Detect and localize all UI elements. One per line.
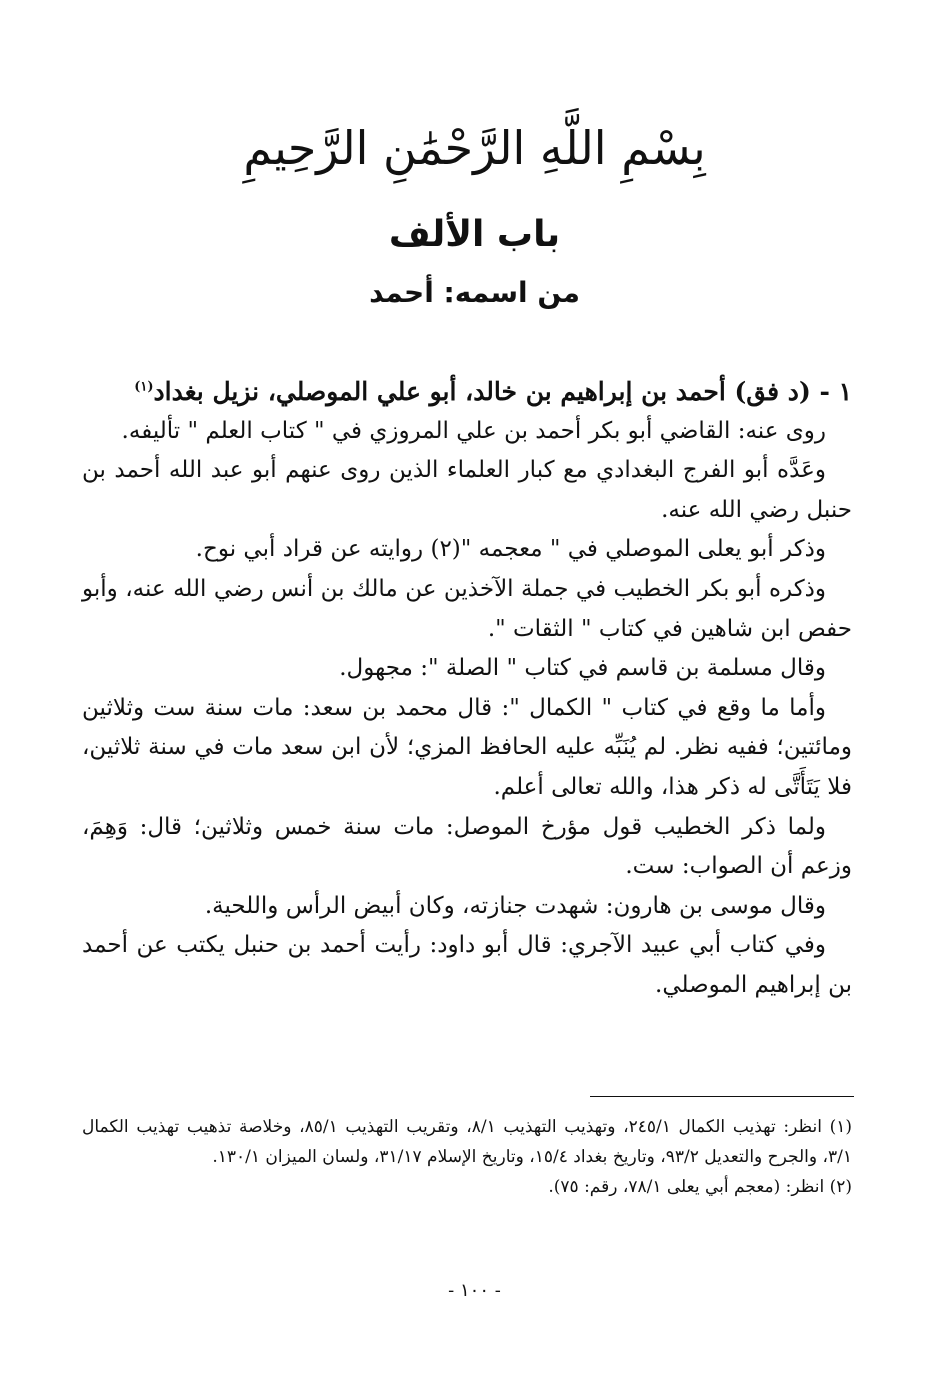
footnote-divider — [590, 1096, 854, 1097]
paragraph: ولما ذكر الخطيب قول مؤرخ الموصل: مات سنة خمس وثلاثين؛ قال: وَهِمَ، وزعم أن الصواب: ست. — [82, 813, 852, 880]
entry-heading — [82, 372, 852, 412]
footnote-2: (٢) انظر: (معجم أبي يعلى ٧٨/١، رقم: ٧٥). — [548, 1177, 852, 1197]
paragraph: وعَدَّه أبو الفرج البغدادي مع كبار العلماء الذين روى عنهم أبو عبد الله أحمد بن حنبل رضي الله عنه. — [82, 457, 852, 523]
basmala-ornament — [0, 108, 949, 188]
entry-heading-text: ١ - (د فق) أحمد بن إبراهيم بن خالد، أبو علي الموصلي، نزيل بغداد — [153, 377, 852, 406]
basmala-text: بِسْمِ اللَّهِ الرَّحْمَٰنِ الرَّحِيمِ — [243, 121, 706, 175]
main-text — [82, 372, 852, 1006]
footnotes — [82, 1112, 852, 1202]
footnote-ref-1: (١) — [134, 379, 154, 395]
footnote-1: (١) انظر: تهذيب الكمال ٢٤٥/١، وتهذيب التهذيب ٨/١، وتقريب التهذيب ٨٥/١، وخلاصة تذهيب تهذيب الكمال ٣/١، والجرح والتعديل ٩٣/٢، وتاريخ بغداد ١٥/٤، وتاريخ الإسلام ٣١/١٧، ولسان الميزان ١٣٠/١. — [82, 1117, 852, 1167]
section-title: من اسمه: أحمد — [369, 276, 580, 309]
page-number: - ١٠٠ - — [448, 1280, 501, 1301]
paragraph: وذكره أبو بكر الخطيب في جملة الآخذين عن مالك بن أنس رضي الله عنه، وأبو حفص ابن شاهين في كتاب " الثقات ". — [82, 575, 852, 642]
paragraph: وذكر أبو يعلى الموصلي في " معجمه "(٢) روايته عن قراد أبي نوح. — [195, 536, 826, 563]
paragraph: وقال مسلمة بن قاسم في كتاب " الصلة ": مجهول. — [339, 655, 826, 682]
paragraph: وفي كتاب أبي عبيد الآجري: قال أبو داود: رأيت أحمد بن حنبل يكتب عن أحمد بن إبراهيم الموصلي. — [82, 932, 852, 998]
paragraph: وأما ما وقع في كتاب " الكمال ": قال محمد بن سعد: مات سنة ست وثلاثين ومائتين؛ ففيه نظر. لم يُنَبِّه عليه الحافظ المزي؛ لأن ابن سعد مات في سنة ثلاثين، فلا يَتَأَتَّى له ذكر هذا، والله تعالى أعلم. — [82, 694, 852, 800]
paragraph: وقال موسى بن هارون: شهدت جنازته، وكان أبيض الرأس واللحية. — [204, 892, 826, 919]
chapter-title: باب الألف — [388, 214, 561, 255]
paragraph: روى عنه: القاضي أبو بكر أحمد بن علي المروزي في " كتاب العلم " تأليفه. — [121, 417, 826, 444]
